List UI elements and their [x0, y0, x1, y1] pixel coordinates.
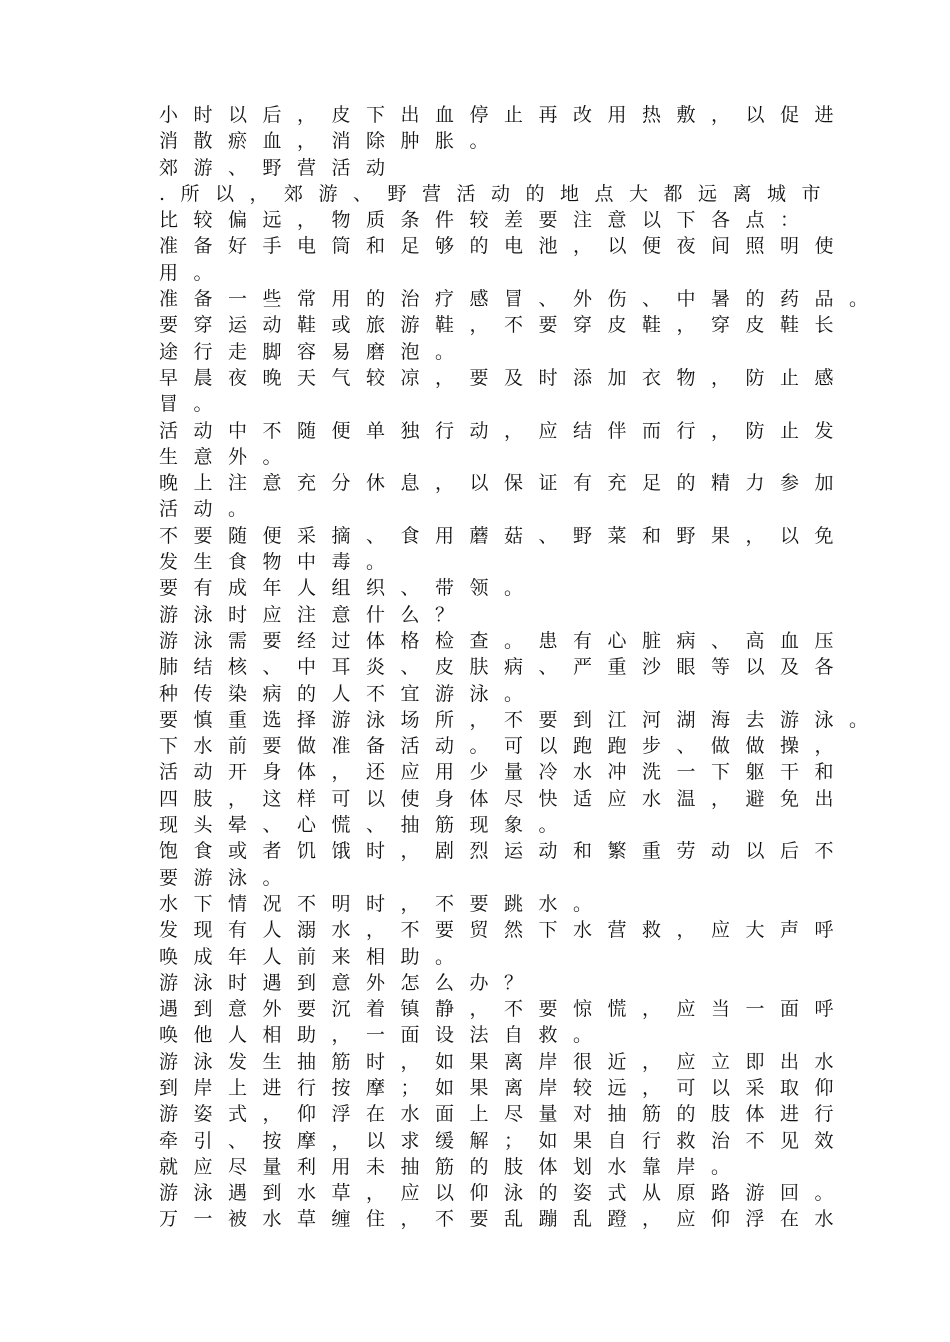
body-text — [159, 102, 884, 1233]
text-line: 要慎重选择游泳场所，不要到江河湖海去游泳。 — [159, 708, 884, 731]
text-line: 发现有人溺水，不要贸然下水营救，应大声呼 — [159, 919, 850, 942]
text-line: 游泳需要经过体格检查。患有心脏病、高血压 — [159, 629, 850, 652]
section-heading: 游泳时应注意什么？ — [159, 603, 470, 626]
text-line: 生意外。 — [159, 445, 298, 468]
section-heading: 游泳时遇到意外怎么办？ — [159, 971, 539, 994]
text-line: 活动开身体，还应用少量冷水冲洗一下躯干和 — [159, 761, 850, 784]
text-line: 游泳遇到水草，应以仰泳的姿式从原路游回。 — [159, 1182, 850, 1205]
text-line: 要穿运动鞋或旅游鞋，不要穿皮鞋，穿皮鞋长 — [159, 314, 850, 337]
text-line: 游泳发生抽筋时，如果离岸很近，应立即出水 — [159, 1050, 850, 1073]
text-line: 消散瘀血，消除肿胀。 — [159, 130, 505, 153]
text-line: 准备好手电筒和足够的电池，以便夜间照明使 — [159, 235, 850, 258]
text-line: 万一被水草缠住，不要乱蹦乱蹬，应仰浮在水 — [159, 1208, 850, 1231]
text-line: 遇到意外要沉着镇静，不要惊慌，应当一面呼 — [159, 998, 850, 1021]
text-line: 就应尽量利用未抽筋的肢体划水靠岸。 — [159, 1155, 746, 1178]
text-line: 唤成年人前来相助。 — [159, 945, 470, 968]
text-line: 要游泳。 — [159, 866, 298, 889]
text-line: 活动中不随便单独行动，应结伴而行，防止发 — [159, 419, 850, 442]
text-line: 发生食物中毒。 — [159, 551, 401, 574]
text-line: 不要随便采摘、食用蘑菇、野菜和野果，以免 — [159, 524, 850, 547]
text-line: 要有成年人组织、带领。 — [159, 577, 539, 600]
text-line: 途行走脚容易磨泡。 — [159, 340, 470, 363]
text-line: 下水前要做准备活动。可以跑跑步、做做操， — [159, 735, 850, 758]
text-line: 现头晕、心慌、抽筋现象。 — [159, 814, 574, 837]
text-line: 小时以后，皮下出血停止再改用热敷，以促进 — [159, 104, 850, 126]
text-line: .所以，郊游、野营活动的地点大都远离城市 — [159, 182, 837, 205]
text-line: 比较偏远，物质条件较差要注意以下各点： — [159, 209, 815, 232]
text-line: 活动。 — [159, 498, 263, 521]
section-heading: 郊游、野营活动 — [159, 156, 401, 179]
text-line: 种传染病的人不宜游泳。 — [159, 682, 539, 705]
text-line: 准备一些常用的治疗感冒、外伤、中暑的药品。 — [159, 288, 884, 311]
text-line: 早晨夜晚天气较凉，要及时添加衣物，防止感 — [159, 366, 850, 389]
text-line: 唤他人相助，一面设法自救。 — [159, 1024, 608, 1047]
text-line: 晚上注意充分休息，以保证有充足的精力参加 — [159, 472, 850, 495]
text-line: 游姿式，仰浮在水面上尽量对抽筋的肢体进行 — [159, 1103, 850, 1126]
text-line: 牵引、按摩，以求缓解；如果自行救治不见效 — [159, 1129, 850, 1152]
text-line: 四肢，这样可以使身体尽快适应水温，避免出 — [159, 787, 850, 810]
text-line: 饱食或者饥饿时，剧烈运动和繁重劳动以后不 — [159, 840, 850, 863]
text-line: 肺结核、中耳炎、皮肤病、严重沙眼等以及各 — [159, 656, 850, 679]
text-line: 冒。 — [159, 393, 229, 416]
text-line: 用。 — [159, 261, 229, 284]
text-line: 到岸上进行按摩；如果离岸较远，可以采取仰 — [159, 1076, 850, 1099]
text-line: 水下情况不明时，不要跳水。 — [159, 892, 608, 915]
